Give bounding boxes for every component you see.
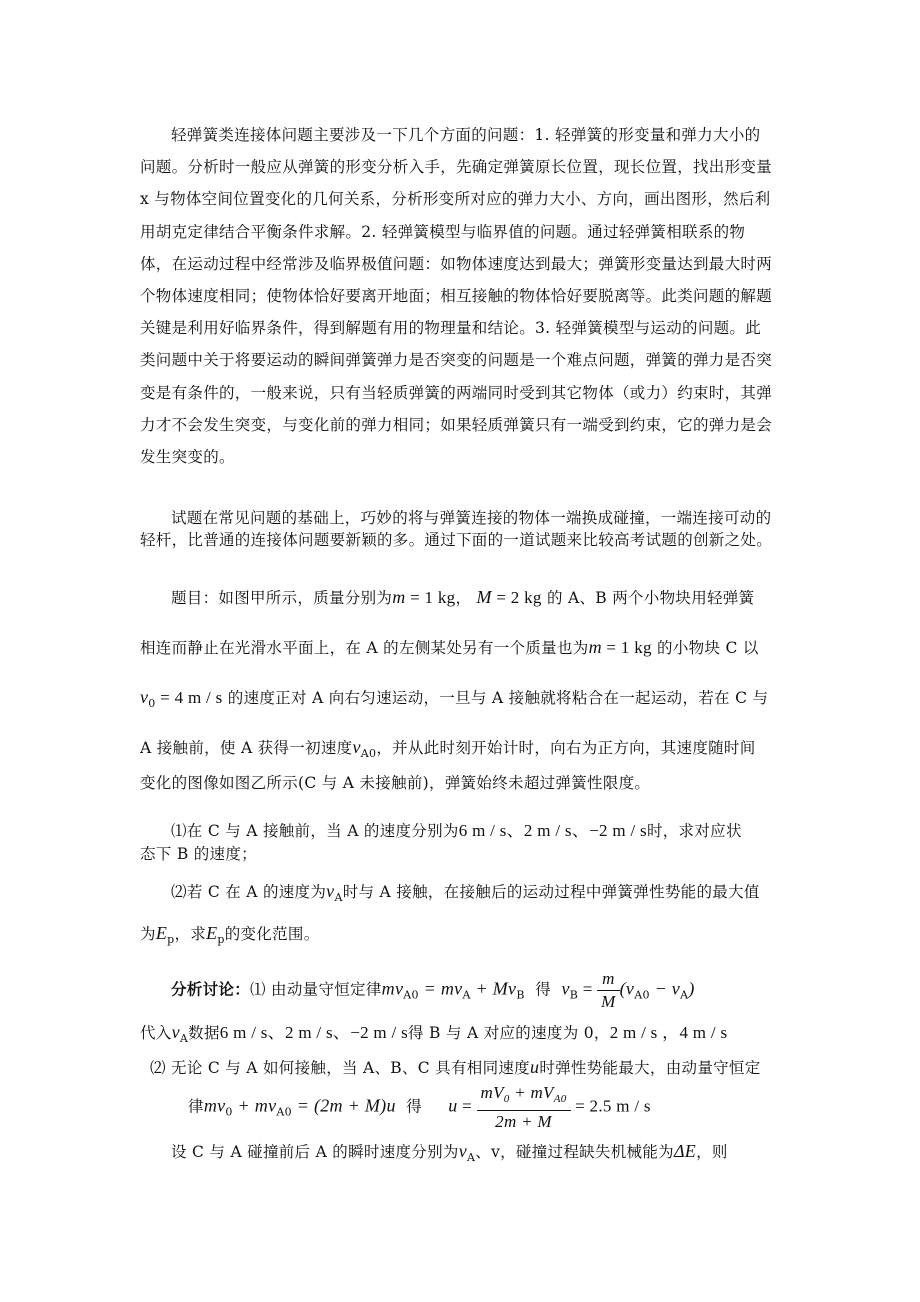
math: = 1 kg (601, 638, 652, 657)
text: 为 (140, 925, 156, 943)
text: 时，求对应状 (646, 822, 742, 840)
math: + mv (232, 1095, 277, 1116)
text: ，求 (174, 925, 207, 943)
math: m (392, 587, 406, 607)
math-subscript: A0 (634, 988, 650, 1002)
question-2-line-2 (140, 922, 320, 946)
math-subscript: 0 (503, 1093, 510, 1105)
text: 设 C 与 A 碰撞前后 A 的瞬时速度分别为 (171, 1143, 459, 1161)
math: mv (381, 978, 404, 999)
math: v (140, 687, 149, 707)
text: 数据 (188, 1024, 220, 1042)
text: 律 (188, 1097, 204, 1116)
numerator: m (597, 968, 619, 991)
fraction (477, 1082, 571, 1133)
math: 2 m / s ，4 m / s (609, 1023, 728, 1042)
math-subscript: A0 (403, 988, 419, 1002)
math-subscript: A0 (276, 1105, 292, 1119)
text: ， (455, 589, 472, 607)
math: = (578, 979, 598, 999)
denominator: M (601, 992, 616, 1011)
math-subscript: p (217, 933, 225, 946)
text: ⑴在 C 与 A 接触前，当 A 的速度分别为 (171, 822, 459, 840)
text: 得 (406, 1097, 423, 1116)
math: = (2m + M)u (291, 1095, 396, 1116)
math-subscript: A (462, 988, 471, 1002)
math: + mV (509, 1083, 554, 1102)
denominator: 2m + M (495, 1112, 552, 1131)
problem-line-1 (171, 586, 754, 608)
intro-paragraph-2: 试题在常见问题的基础上，巧妙的将与弹簧连接的物体一端换成碰撞，一端连接可动的轻杆，比普通的连接体问题要新颖的多。通过下面的一道试题来比较高考试题的创新之处。 (140, 509, 773, 549)
problem-line-2 (140, 636, 759, 658)
math: = 1 kg (405, 588, 456, 607)
math: ) (688, 978, 695, 999)
text: 的变化范围。 (224, 925, 320, 943)
math-subscript: A0 (553, 1093, 567, 1105)
math: mV (480, 1083, 504, 1102)
question-1-line-2: 态下 B 的速度； (140, 845, 257, 863)
text: A 接触前，使 A 获得一初速度 (140, 739, 353, 757)
math-subscript: A (467, 1151, 476, 1164)
text: 相连而静止在光滑水平面上，在 A 的左侧某处另有一个质量也为 (140, 639, 589, 657)
problem-line-4 (140, 736, 756, 760)
fraction (597, 968, 619, 1013)
math: − v (649, 978, 681, 999)
math: (v (619, 978, 635, 999)
math: = 4 m / s (155, 688, 223, 707)
analysis-label: 分析讨论： (171, 979, 251, 999)
math: 6 m / s、2 m / s、−2 m / s (458, 821, 647, 840)
math: v (561, 978, 570, 999)
text: ⑵ 无论 C 与 A 如何接触，当 A、B、C 具有相同速度 (150, 1059, 530, 1077)
math: 6 m / s、2 m / s、−2 m / s (219, 1023, 408, 1042)
analysis-line-4 (188, 1082, 651, 1133)
math-subscript: A (334, 891, 343, 904)
math-subscript: A (179, 1032, 189, 1045)
math: = mv (418, 978, 463, 999)
text: ，并从此时刻开始计时，向右为正方向，其速度随时间 (376, 739, 756, 757)
math: mv (203, 1095, 226, 1116)
math: E (155, 923, 168, 943)
math: + Mv (470, 978, 517, 999)
math: v (326, 881, 335, 901)
math-subscript: 0 (148, 697, 156, 710)
question-2-line-1 (171, 880, 760, 904)
text: 的速度正对 A 向右匀速运动，一旦与 A 接触就将粘合在一起运动，若在 C 与 (227, 689, 769, 707)
text: 、v，碰撞过程缺失机械能为 (475, 1143, 674, 1161)
math: M (476, 587, 492, 607)
analysis-line-2 (140, 1018, 727, 1045)
math-subscript: B (516, 988, 525, 1002)
question-1-line-1 (171, 816, 742, 841)
text: 题目：如图甲所示，质量分别为 (171, 589, 393, 607)
problem-line-5: 变化的图像如图乙所示(C 与 A 未接触前)，弹簧始终未超过弹簧性限度。 (140, 774, 651, 792)
math: E (206, 923, 218, 943)
text: ⑵若 C 在 A 的速度为 (171, 883, 327, 901)
text: 时弹性势能最大，由动量守恒定 (539, 1059, 761, 1077)
text: ，则 (696, 1143, 728, 1161)
text: 得 (535, 980, 551, 999)
math: = 2 kg (491, 588, 542, 607)
text: 的 A、B 两个小物块用轻弹簧 (546, 589, 755, 607)
problem-line-3 (140, 686, 768, 710)
math: = (457, 1096, 477, 1116)
text: 的小物块 C 以 (657, 639, 759, 657)
text: 得 B 与 A 对应的速度为 0， (408, 1024, 610, 1042)
analysis-line-1 (171, 968, 695, 1013)
text: 代入 (140, 1024, 172, 1042)
math: ΔE (673, 1141, 697, 1161)
text: 时与 A 接触，在接触后的运动过程中弹簧弹性势能的最大值 (342, 883, 760, 901)
math-subscript: A0 (360, 747, 377, 760)
text: ⑴ 由动量守恒定律 (250, 980, 382, 999)
math-subscript: A (680, 988, 689, 1002)
math: = 2.5 m / s (570, 1096, 651, 1116)
math-subscript: 0 (225, 1105, 233, 1119)
analysis-line-5 (171, 1140, 728, 1164)
numerator (477, 1082, 571, 1111)
math: u (448, 1095, 458, 1116)
math: v (352, 737, 361, 757)
math: u (530, 1057, 540, 1077)
math: v (171, 1022, 180, 1042)
math: v (458, 1141, 468, 1161)
analysis-line-3 (150, 1056, 761, 1078)
intro-paragraph-1: 轻弹簧类连接体问题主要涉及一下几个方面的问题：1. 轻弹簧的形变量和弹力大小的问题。分析时一般应从弹簧的形变分析入手，先确定弹簧原长位置，现长位置，找出形变量 x 与物体空间位置变化的几何关系，分析形变所对应的弹力大小、方向，画出图形，然后利用胡克定律结合平衡条件求解。2. 轻弹簧模型与临界值的问题。通过轻弹簧相联系的物体，在运动过程中经常涉及临界极值问题：如物体速度达到最大；弹簧形变量达到最大时两个物体速度相同；使物体恰好要离开地面；相互接触的物体恰好要脱离等。此类问题的解题关键是利用好临界条件，得到解题有用的物理量和结论。3. 轻弹簧模型与运动的问题。此类问题中关于将要运动的瞬间弹簧弹力是否突变的问题是一个难点问题，弹簧的弹力是否突变是有条件的，一般来说，只有当轻质弹簧的两端同时受到其它物体（或力）约束时，其弹力才不会发生突变，与变化前的弹力相同；如果轻质弹簧只有一端受到约束，它的弹力是会发生突变的。 (140, 126, 773, 467)
math-subscript: B (569, 988, 579, 1002)
math-subscript: p (167, 933, 175, 946)
math: m (588, 637, 602, 657)
